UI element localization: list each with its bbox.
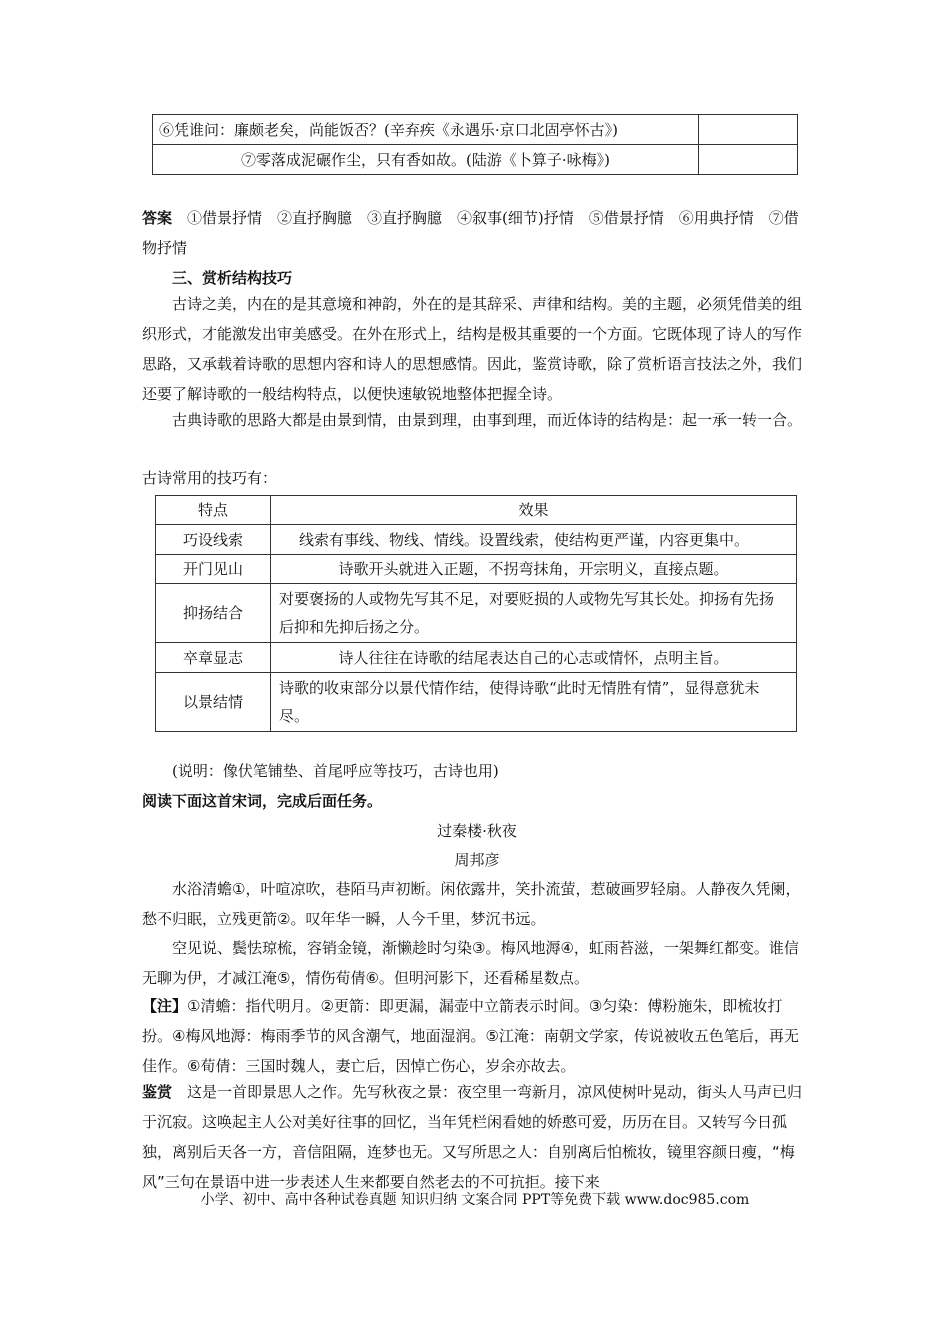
table-row (156, 525, 797, 555)
effect-cell: 诗歌开头就进入正题，不拐弯抹角，开宗明义，直接点题。 (271, 555, 797, 584)
poem-author: 周邦彦 (454, 851, 500, 869)
intro-paragraph-2: 古典诗歌的思路大都是由景到情，由景到理，由事到理，而近体诗的结构是：起一承一转一合。 (172, 411, 803, 429)
table-header-row (156, 496, 797, 525)
answer-paragraph (142, 203, 812, 263)
answer-cell-empty (699, 115, 798, 145)
feature-cell: 巧设线索 (156, 525, 271, 555)
table-row (153, 115, 798, 145)
effect-cell: 线索有事线、物线、情线。设置线索，使结构更严谨，内容更集中。 (271, 525, 797, 555)
table-row (156, 555, 797, 584)
column-header-effect: 效果 (271, 496, 797, 525)
table-row (156, 673, 797, 732)
section-heading: 三、赏析结构技巧 (172, 269, 293, 287)
table-row (156, 643, 797, 673)
table-intro: 古诗常用的技巧有： (142, 469, 278, 487)
effect-cell: 对要褒扬的人或物先写其不足，对要贬损的人或物先写其长处。抑扬有先扬后抑和先抑后扬之分。 (271, 584, 797, 643)
quote-cell: ⑥凭谁问：廉颇老矣，尚能饭否？(辛弃疾《永遇乐·京口北固亭怀古》) (153, 115, 699, 145)
column-header-feature: 特点 (156, 496, 271, 525)
answer-text: ①借景抒情 ②直抒胸臆 ③直抒胸臆 ④叙事(细节)抒情 ⑤借景抒情 ⑥用典抒情 ⑦借物抒情 (142, 209, 799, 257)
notes-text: ①清蟾：指代明月。②更箭：即更漏，漏壶中立箭表示时间。③匀染：傅粉施朱，即梳妆打扮。④梅风地溽：梅雨季节的风含潮气，地面湿润。⑤江淹：南朝文学家，传说被收五色笔后，再无佳作。⑥荀倩：三国时魏人，妻亡后，因悼亡伤心，岁余亦故去。 (142, 997, 799, 1075)
effect-cell: 诗人往往在诗歌的结尾表达自己的心志或情怀，点明主旨。 (271, 643, 797, 673)
technique-table (155, 495, 797, 732)
notes-paragraph (142, 991, 812, 1081)
answer-label: 答案 (142, 209, 173, 227)
poem-title: 过秦楼·秋夜 (437, 822, 517, 840)
quote-cell: ⑦零落成泥碾作尘，只有香如故。(陆游《卜算子·咏梅》) (153, 145, 699, 175)
appreciation-label: 鉴赏 (142, 1083, 173, 1101)
appreciation-text: 这是一首即景思人之作。先写秋夜之景：夜空里一弯新月，凉风使树叶晃动，街头人马声已归于沉寂。这唤起主人公对美好往事的回忆，当年凭栏闲看她的娇憨可爱，历历在目。又转写今日孤独，离别后天各一方，音信阻隔，连梦也无。又写所思之人：自别离后怕梳妆，镜里容颜日瘦，“梅风”三句在景语中进一步表述人生来都要自然老去的不可抗拒。接下来 (142, 1083, 803, 1191)
answer-cell-empty (699, 145, 798, 175)
page-footer: 小学、初中、高中各种试卷真题 知识归纳 文案合同 PPT等免费下载 www.doc985.com (200, 1192, 750, 1208)
table-row (156, 584, 797, 643)
effect-cell: 诗歌的收束部分以景代情作结，使得诗歌“此时无情胜有情”，显得意犹未尽。 (271, 673, 797, 732)
feature-cell: 开门见山 (156, 555, 271, 584)
appreciation-paragraph (142, 1077, 812, 1197)
poem-stanza-2: 空见说、鬓怯琼梳，容销金镜，渐懒趁时匀染③。梅风地溽④，虹雨苔滋，一架舞红都变。谁信无聊为伊，才减江淹⑤，情伤荀倩⑥。但明河影下，还看稀星数点。 (142, 939, 799, 987)
feature-cell: 以景结情 (156, 673, 271, 732)
feature-cell: 抑扬结合 (156, 584, 271, 643)
feature-cell: 卒章显志 (156, 643, 271, 673)
intro-paragraph-1: 古诗之美，内在的是其意境和神韵，外在的是其辞采、声律和结构。美的主题，必须凭借美的组织形式，才能激发出审美感受。在外在形式上，结构是极其重要的一个方面。它既体现了诗人的写作思路，又承载着诗歌的思想内容和诗人的思想感情。因此，鉴赏诗歌，除了赏析语言技法之外，我们还要了解诗歌的一般结构特点，以便快速敏锐地整体把握全诗。 (142, 295, 803, 403)
quote-table (152, 114, 798, 175)
notes-label: 【注】 (142, 997, 188, 1015)
note-line: (说明：像伏笔铺垫、首尾呼应等技巧，古诗也用) (172, 762, 499, 780)
poem-stanza-1: 水浴清蟾①，叶喧凉吹，巷陌马声初断。闲依露井，笑扑流萤，惹破画罗轻扇。人静夜久凭阑，愁不归眠，立残更箭②。叹年华一瞬，人今千里，梦沉书远。 (142, 880, 801, 928)
task-line: 阅读下面这首宋词，完成后面任务。 (142, 792, 383, 810)
table-row (153, 145, 798, 175)
